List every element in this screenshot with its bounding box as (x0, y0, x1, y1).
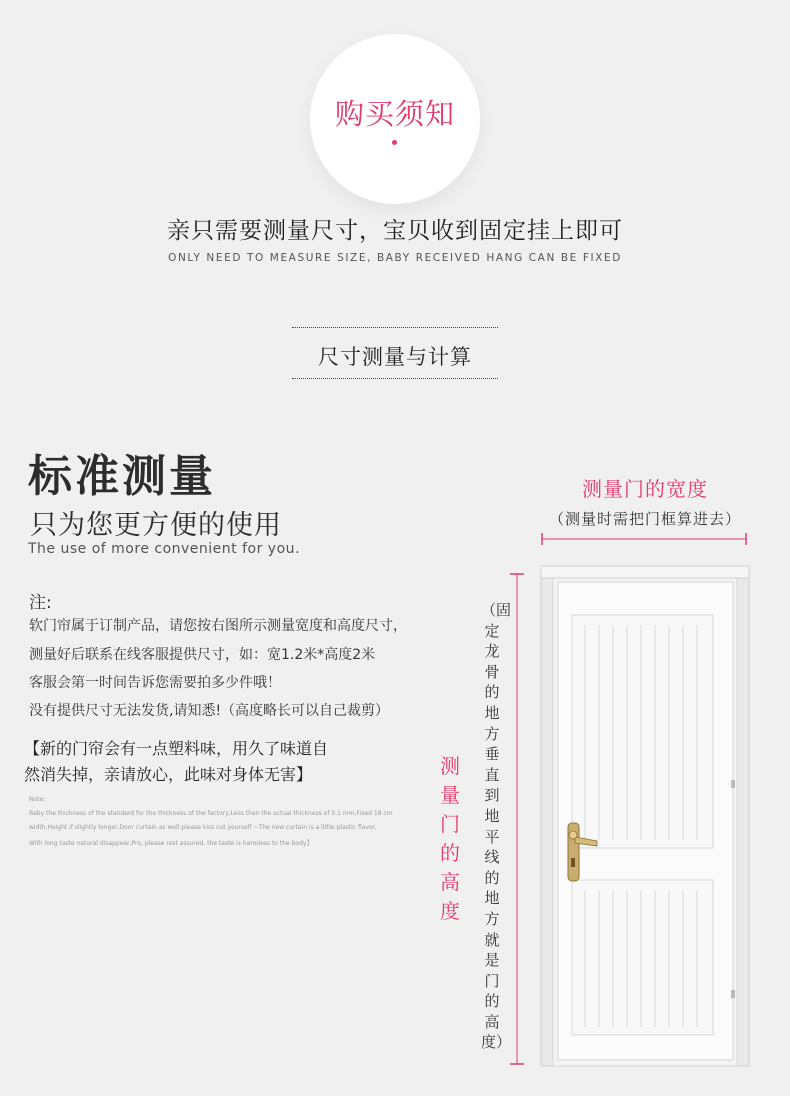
english-tagline: The use of more convenient for you. (28, 541, 300, 557)
subtitle-chinese: 亲只需要测量尺寸，宝贝收到固定挂上即可 (167, 218, 623, 244)
note-line: 没有提供尺寸无法发货,请知悉!（高度略长可以自己裁剪） (29, 703, 390, 719)
width-measure-note: （测量时需把门框算进去） (548, 510, 741, 528)
section-title: 尺寸测量与计算 (318, 345, 472, 369)
note-line: 软门帘属于订制产品，请您按右图所示测量宽度和高度尺寸， (29, 618, 407, 634)
smell-notice-line: 【新的门帘会有一点塑料味，用久了味道自 (24, 739, 329, 758)
height-dimension-line (510, 574, 524, 1064)
title-circle (310, 34, 480, 204)
english-note-line: With long taste natural disappear,Pro, please rest assured, the taste is harmless to the body】 (29, 840, 313, 847)
english-note-line: Note: (29, 796, 46, 803)
door-diagram (505, 530, 775, 1075)
note-line: 测量好后联系在线客服提供尺寸，如：宽1.2米*高度2米 (29, 647, 376, 663)
purchase-notice-title: 购买须知 (334, 97, 455, 131)
width-measure-label: 测量门的宽度 (582, 477, 708, 501)
english-note-line: width.Height if slightly longer,Door curtain as well please kiss cut yourself ~The new curtain is a little plastic flavor. (29, 824, 377, 831)
door-leaf (558, 582, 735, 1060)
convenience-subheading: 只为您更方便的使用 (30, 510, 282, 541)
english-note-line: Baby the thickness of the standard for the thickness of the factory,Less than the actual thickness of 0.1 mm,Fixed 18 cm (29, 810, 393, 817)
width-dimension-line (542, 533, 746, 545)
dotted-divider-top (292, 327, 498, 328)
subtitle-english: ONLY NEED TO MEASURE SIZE, BABY RECEIVED HANG CAN BE FIXED (168, 252, 622, 264)
dotted-divider-bottom (292, 378, 498, 379)
standard-measure-heading: 标准测量 (28, 451, 216, 502)
note-label: 注: (29, 593, 52, 613)
height-measure-label: 测量门的高度 (440, 754, 460, 923)
note-line: 客服会第一时间告诉您需要拍多少件哦！ (29, 675, 281, 691)
decorative-dot (392, 140, 397, 145)
smell-notice-line: 然消失掉，亲请放心，此味对身体无害】 (24, 765, 313, 784)
height-measure-note: （固定龙骨的地方垂直到地平线的地方就是门的高度） (481, 601, 512, 1052)
